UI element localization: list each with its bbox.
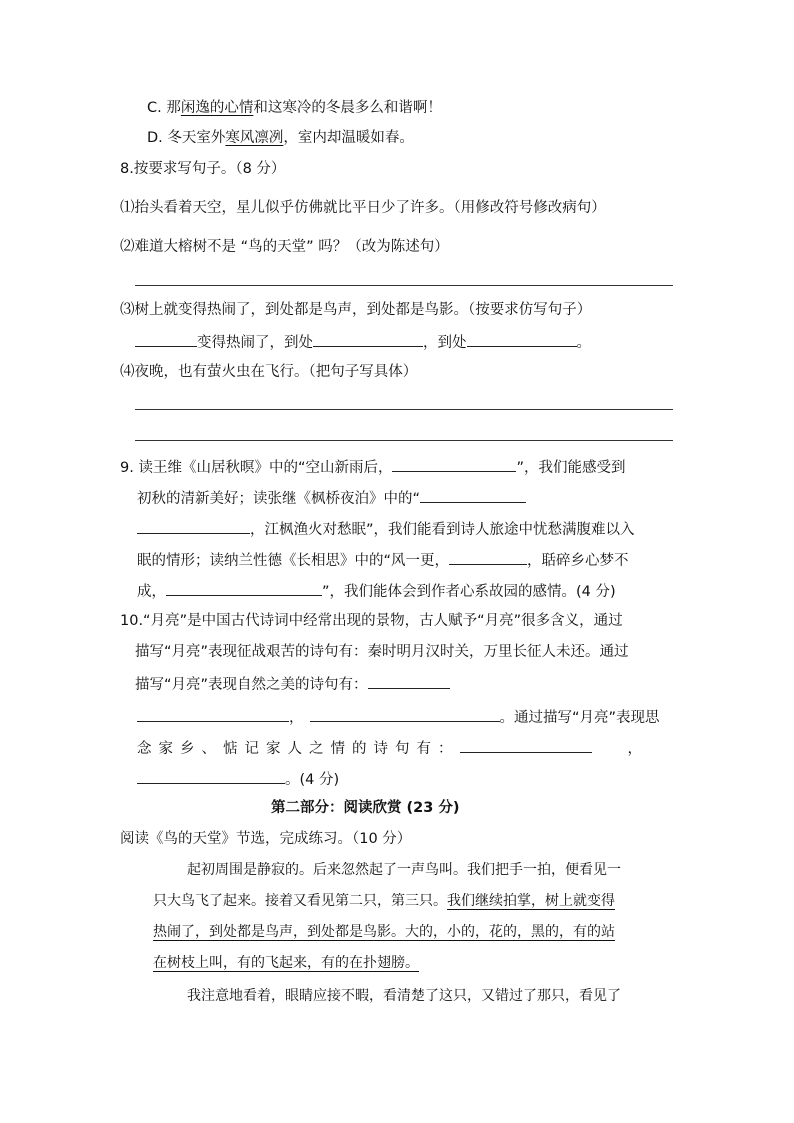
passage-p1-line-1: 起初周围是静寂的。后来忽然起了一声鸟叫。我们把手一拍，便看见一 xyxy=(187,862,621,878)
q10-text: ， xyxy=(289,710,304,726)
fill-blank[interactable] xyxy=(137,706,289,722)
q9-line-2 xyxy=(137,487,526,509)
q10-line-6 xyxy=(137,768,339,790)
option-c xyxy=(147,98,442,118)
q10-line-4 xyxy=(137,706,660,728)
q9-text: 成， xyxy=(137,584,166,600)
q9-line-1 xyxy=(120,456,625,478)
passage-p1-line-4: 在树枝上叫，有的飞起来，有的在扑翅膀。 xyxy=(153,955,419,971)
q10-line-3 xyxy=(135,673,450,695)
fill-blank[interactable] xyxy=(313,331,423,347)
q10-line-2: 描写“月亮”表现征战艰苦的诗句有：秦时明月汉时关，万里长征人未还。通过 xyxy=(135,644,629,660)
option-c-underlined-phrase: 闲逸的心情 xyxy=(180,100,254,116)
option-d-suffix: ，室内却温暖如春。 xyxy=(283,130,414,146)
q8-sentence-2: ⑵难道大榕树不是 “鸟的天堂” 吗？（改为陈述句） xyxy=(120,239,449,255)
fill-blank[interactable] xyxy=(392,456,516,472)
fill-blank[interactable] xyxy=(467,331,577,347)
fill-blank[interactable] xyxy=(166,580,322,596)
q8-sentence-3: ⑶树上就变得热闹了，到处都是鸟声，到处都是鸟影。（按要求仿写句子） xyxy=(120,302,592,318)
q10-text: 念家乡、惦记家人之情的诗句有： xyxy=(137,741,460,757)
q8-sentence-4: ⑷夜晚，也有萤火虫在飞行。（把句子写具体） xyxy=(120,364,418,380)
fill-text-b: ，到处 xyxy=(423,335,467,351)
fill-blank[interactable] xyxy=(137,518,250,534)
q10-line-5 xyxy=(137,737,642,759)
q9-text: ，江枫渔火对愁眠”，我们能看到诗人旅途中忧愁满腹难以入 xyxy=(250,522,635,538)
option-d-prefix: D. 冬天室外 xyxy=(147,130,226,146)
q9-text: 眠的情形；读纳兰性德《长相思》中的“风一更， xyxy=(137,553,450,569)
option-d xyxy=(147,128,414,148)
fill-blank[interactable] xyxy=(368,673,450,689)
q9-text: ，聒碎乡心梦不 xyxy=(527,553,629,569)
q9-line-3 xyxy=(137,518,635,540)
q9-text: ”，我们能感受到 xyxy=(516,460,626,476)
q9-line-5 xyxy=(137,580,616,602)
q10-line-1: 10.“月亮”是中国古代诗词中经常出现的景物，古人赋予“月亮”很多含义，通过 xyxy=(120,613,623,629)
q8-title: 8.按要求写句子。（8 分） xyxy=(120,161,286,177)
passage-p2-line-1: 我注意地看着，眼睛应接不暇，看清楚了这只，又错过了那只，看见了 xyxy=(187,988,621,1004)
q10-text: 。通过描写“月亮”表现思 xyxy=(499,710,660,726)
passage-p1-line-3: 热闹了，到处都是鸟声，到处都是鸟影。大的，小的，花的，黑的，有的站 xyxy=(153,924,615,940)
q8-sentence-3-fill xyxy=(135,331,591,353)
fill-blank[interactable] xyxy=(460,737,592,753)
passage-p1-line-2 xyxy=(153,891,615,911)
q10-text: 描写“月亮”表现自然之美的诗句有： xyxy=(135,677,368,693)
q9-text: ”，我们能体会到作者心系故园的感情。(4 分) xyxy=(322,584,616,600)
option-c-suffix: 和这寒冷的冬晨多么和谐啊！ xyxy=(253,100,442,116)
fill-text-a: 变得热闹了，到处 xyxy=(197,335,313,351)
answer-line-q8-2[interactable] xyxy=(135,285,673,286)
fill-blank[interactable] xyxy=(420,487,526,503)
q8-sentence-1: ⑴抬头看着天空，星儿似乎仿佛就比平日少了许多。（用修改符号修改病句） xyxy=(120,200,606,216)
passage-underlined-text: 我们继续拍掌，树上就变得 xyxy=(447,893,615,909)
fill-blank[interactable] xyxy=(135,331,197,347)
passage-text: 只大鸟飞了起来。接着又看见第二只，第三只。 xyxy=(153,893,447,909)
part2-instruction: 阅读《鸟的天堂》节选，完成练习。（10 分） xyxy=(120,831,412,847)
q9-text: 9. 读王维《山居秋暝》中的“空山新雨后， xyxy=(120,460,393,476)
fill-blank[interactable] xyxy=(137,768,285,784)
q9-line-4 xyxy=(137,549,629,571)
option-d-underlined-phrase: 寒风凛冽 xyxy=(225,130,284,146)
part2-heading: 第二部分：阅读欣赏 (23 分) xyxy=(271,800,460,816)
fill-blank[interactable] xyxy=(310,706,500,722)
fill-blank[interactable] xyxy=(449,549,527,565)
fill-text-c: 。 xyxy=(576,335,591,351)
answer-line-q8-4a[interactable] xyxy=(135,409,673,410)
q9-text: 初秋的清新美好；读张继《枫桥夜泊》中的“ xyxy=(137,491,421,507)
q10-text: 。(4 分) xyxy=(285,772,340,788)
answer-line-q8-4b[interactable] xyxy=(135,440,673,441)
option-c-prefix: C. 那 xyxy=(147,100,181,116)
q10-text: ， xyxy=(627,741,642,757)
